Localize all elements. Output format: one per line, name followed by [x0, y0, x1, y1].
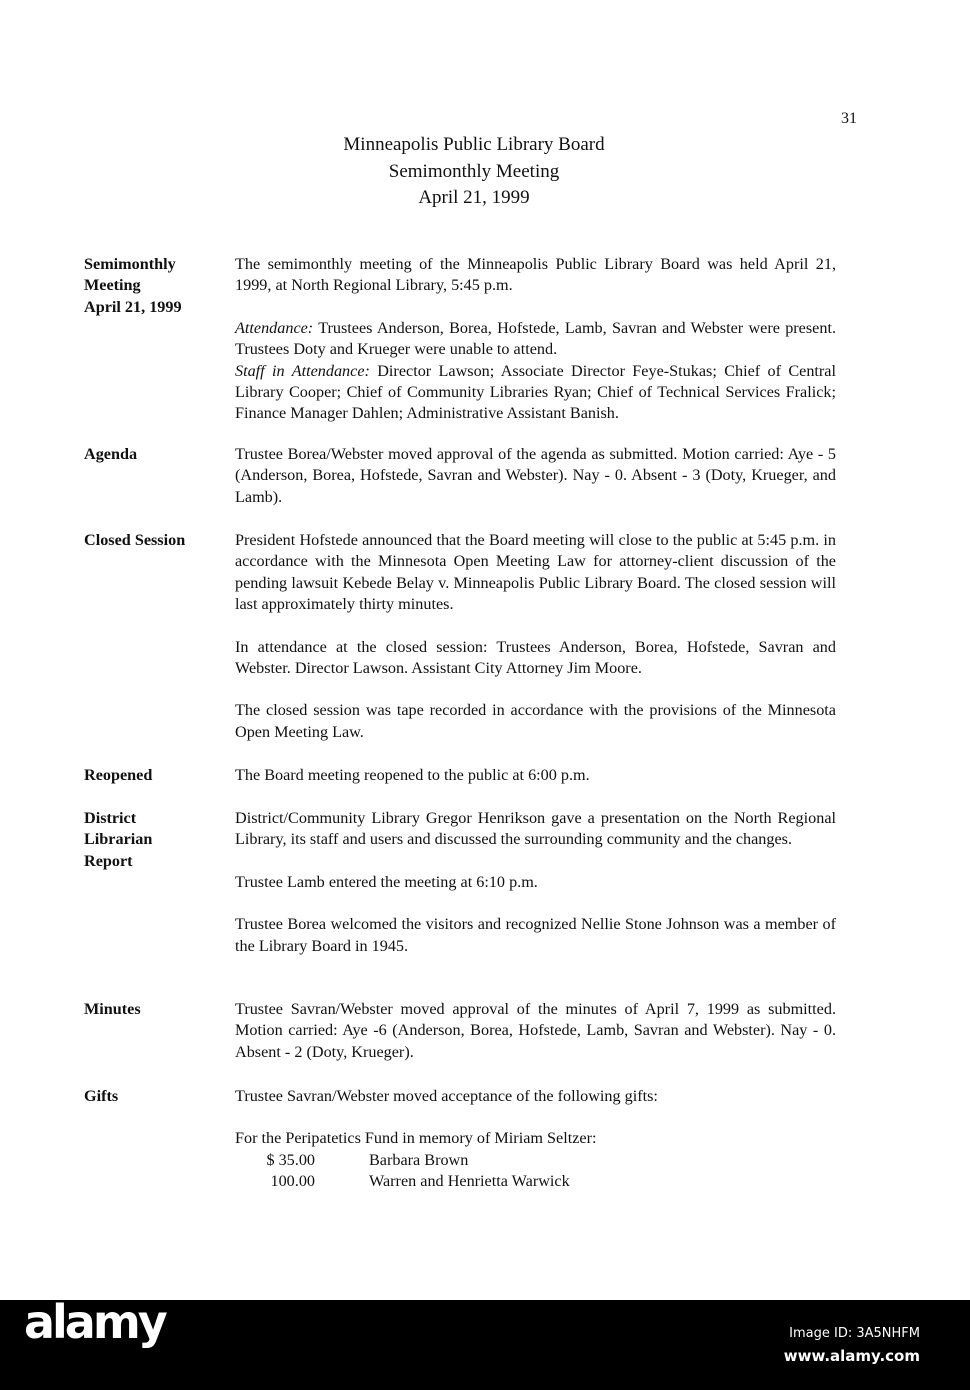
section-semimonthly-meeting	[84, 254, 836, 446]
gift-row	[235, 1150, 836, 1171]
staff-paragraph	[235, 361, 836, 425]
attendance-label: Attendance:	[235, 318, 314, 337]
paragraph: Trustee Borea/Webster moved approval of the agenda as submitted. Motion carried: Aye - 5 (Anderson, Borea, Hofstede, Savran and Webster). Nay - 0. Absent - 3 (Doty, Krueger, and Lamb).	[235, 445, 836, 506]
alamy-logo: alamy	[24, 1295, 165, 1349]
paragraph: President Hofstede announced that the Board meeting will close to the public at 5:45 p.m. in accordance with the Minnesota Open Meeting Law for attorney-client discussion of the pending lawsuit Kebede Belay v. Minneapolis Public Library Board. The closed session will last approximately thirty minutes.	[235, 531, 836, 614]
attendance-paragraph	[235, 318, 836, 361]
paragraph: In attendance at the closed session: Trustees Anderson, Borea, Hofstede, Savran and Webster. Director Lawson. Assistant City Attorney Jim Moore.	[235, 637, 836, 678]
site-url: www.alamy.com	[783, 1347, 920, 1365]
title-line: Minneapolis Public Library Board	[343, 134, 605, 155]
staff-label: Staff in Attendance:	[235, 361, 370, 380]
section-label	[84, 254, 224, 318]
paragraph: The Board meeting reopened to the public at 6:00 p.m.	[235, 766, 590, 784]
title-date: April 21, 1999	[418, 187, 530, 208]
label-line: April 21, 1999	[84, 297, 182, 316]
paragraph: Trustee Lamb entered the meeting at 6:10 p.m.	[235, 872, 538, 891]
section-label: Gifts	[84, 1087, 119, 1105]
page-number: 31	[841, 110, 857, 127]
gift-amount: 100.00	[270, 1172, 315, 1191]
image-id: Image ID: 3A5NHFM	[789, 1326, 920, 1341]
label-line: Librarian	[84, 830, 153, 849]
document-title	[274, 132, 674, 212]
section-closed-session	[84, 530, 836, 764]
section-label: Agenda	[84, 445, 138, 463]
gift-row	[235, 1171, 836, 1192]
section-label: Closed Session	[84, 531, 186, 549]
section-district-librarian-report	[84, 808, 836, 978]
section-agenda	[84, 444, 836, 529]
staff-text: Director Lawson; Associate Director Feye-Stukas; Chief of Central Library Cooper; Chief of Community Libraries Ryan; Chief of Technical Services Fralick; Finance Manager Dahlen; Administrative Assistant Banish.	[235, 361, 836, 423]
fund-heading: For the Peripatetics Fund in memory of Miriam Seltzer:	[235, 1129, 597, 1148]
label-line: District	[84, 809, 137, 827]
paragraph: Trustee Savran/Webster moved approval of the minutes of April 7, 1999 as submitted. Motion carried: Aye -6 (Anderson, Borea, Hofstede, Lamb, Savran and Webster). Nay - 0. Absent - 2 (Doty, Krueger).	[235, 1000, 836, 1061]
paragraph: Trustee Borea welcomed the visitors and recognized Nellie Stone Johnson was a member of the Library Board in 1945.	[235, 915, 836, 955]
section-label: Minutes	[84, 1000, 141, 1018]
attendance-text: Trustees Anderson, Borea, Hofstede, Lamb, Savran and Webster were present. Trustees Doty and Krueger were unable to attend.	[235, 318, 836, 359]
section-gifts	[84, 1086, 836, 1193]
watermark-bar	[0, 1295, 970, 1390]
paragraph: Trustee Savran/Webster moved acceptance of the following gifts:	[235, 1087, 658, 1105]
label-line: Meeting	[84, 276, 141, 295]
gift-amount: $ 35.00	[266, 1150, 315, 1169]
gift-donor: Warren and Henrietta Warwick	[369, 1172, 570, 1191]
section-reopened	[84, 765, 836, 807]
label-line: Report	[84, 851, 133, 870]
label-line: Semimonthly	[84, 255, 176, 273]
section-minutes	[84, 999, 836, 1084]
paragraph: The closed session was tape recorded in accordance with the provisions of the Minnesota Open Meeting Law.	[235, 701, 836, 741]
paragraph: District/Community Library Gregor Henrikson gave a presentation on the North Regional Library, its staff and users and discussed the surrounding community and the changes.	[235, 809, 836, 849]
section-label	[84, 808, 224, 872]
section-label: Reopened	[84, 766, 153, 784]
title-line: Semimonthly Meeting	[388, 160, 560, 182]
paragraph: The semimonthly meeting of the Minneapolis Public Library Board was held April 21, 1999, at North Regional Library, 5:45 p.m.	[235, 255, 836, 295]
gift-donor: Barbara Brown	[369, 1150, 469, 1169]
